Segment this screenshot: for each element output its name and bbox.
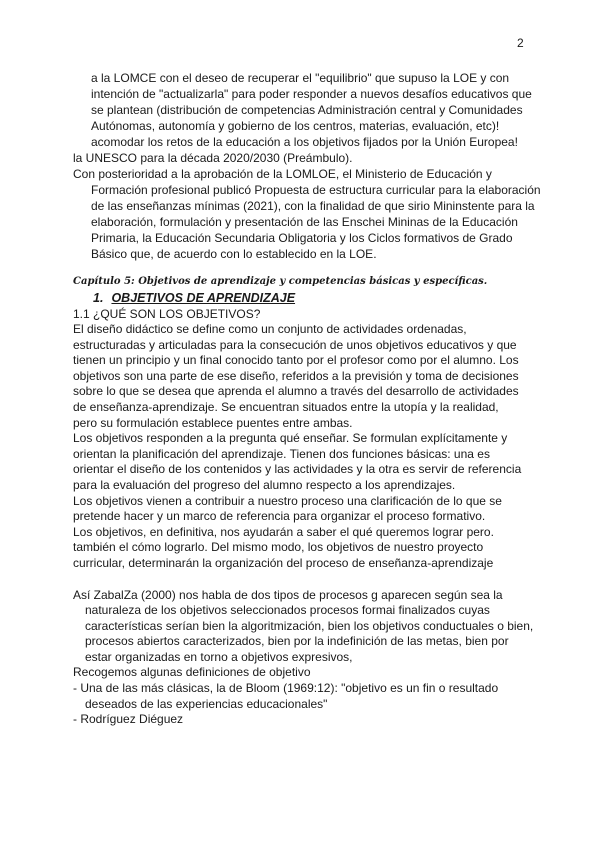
text-line: estar organizadas en torno a objetivos expresivos,	[85, 649, 353, 664]
text-line: procesos abiertos caracterizados, bien por la indefinición de las metas, bien por	[85, 634, 509, 649]
text-line: para la evaluación del progreso del alumno respecto a los aprendizajes.	[73, 477, 456, 492]
intro-paragraph-b-body	[73, 182, 541, 262]
text-line: Con posterioridad a la aprobación de la LOMLOE, el Ministerio de Educación y	[73, 167, 492, 181]
text-line: la UNESCO para la década 2020/2030 (Preámbulo).	[73, 151, 353, 165]
text-line: Así ZabalZa (2000) nos habla de dos tipos de procesos g aparecen según sea la	[73, 587, 503, 602]
list-item: - Rodríguez Diéguez	[73, 712, 184, 727]
text-line: de las enseñanzas mínimas (2021), con la finalidad de que sirio Mininstente para la	[91, 199, 535, 213]
intro-paragraph-a-end	[73, 150, 533, 166]
paragraph-design	[73, 322, 533, 431]
definitions-continuation	[73, 697, 533, 713]
text-line: a la LOMCE con el deseo de recuperar el "equilibrio" que supuso la LOE y con	[91, 71, 510, 85]
text-line: El diseño didáctico se define como un conjunto de actividades ordenadas,	[73, 322, 467, 336]
text-line: naturaleza de los objetivos seleccionados procesos formai finalizados cuyas	[85, 603, 490, 618]
text-line: objetivos son una parte de ese diseño, referidos a la previsión y toma de decisiones	[73, 368, 519, 383]
intro-paragraph-b	[73, 166, 533, 182]
text-line: características serían bien la algoritmización, bien los objetivos conductuales o bien,	[85, 618, 534, 633]
text-line: elaboración, formulación y presentación de las Enschei Mininas de la Educación	[91, 215, 518, 229]
text-line: estructuradas y articuladas para la consecución de unos objetivos educativos y que	[73, 337, 517, 352]
text-line: Formación profesional publicó Propuesta de estructura curricular para la elaboración	[91, 183, 541, 197]
paragraph-spacer	[73, 572, 533, 588]
text-line: Básico que, de acuerdo con lo establecido en la LOE.	[91, 247, 377, 261]
document-body	[73, 70, 541, 728]
text-line: se plantean (distribución de competencias Administración central y Comunidades	[91, 103, 523, 117]
section-number: 1.	[93, 291, 104, 305]
text-line: Recogemos algunas definiciones de objetivo	[73, 665, 311, 680]
text-line: sobre lo que se desea que aprenda el alumno a través del desarrollo de actividades	[73, 384, 519, 399]
definitions-list-end	[73, 712, 533, 728]
text-line: Los objetivos, en definitiva, nos ayudarán a saber el qué queremos lograr pero.	[73, 524, 494, 539]
chapter-title: Capítulo 5: Objetivos de aprendizaje y competencias básicas y específicas.	[73, 276, 488, 287]
text-line: de enseñanza-aprendizaje. Se encuentran situados entre la utopía y la realidad,	[73, 399, 499, 414]
text-line: deseados de las experiencias educacionales"	[85, 696, 328, 711]
text-line: Los objetivos responden a la pregunta qué enseñar. Se formulan explícitamente y	[73, 431, 508, 446]
text-line: Autónomas, autonomía y gobierno de los centros, materias, evaluación, etc)!	[91, 119, 500, 133]
definitions-list	[73, 665, 533, 696]
paragraph-zabalza-body	[73, 603, 533, 665]
text-line: acomodar los retos de la educación a los objetivos fijados por la Unión Europea!	[91, 135, 518, 149]
paragraph-definitively	[73, 525, 533, 572]
text-line: curricular, determinarán la organización del proceso de enseñanza-aprendizaje	[73, 555, 494, 570]
section-heading	[73, 290, 533, 306]
text-line: orientan la planificación del aprendizaje. Tienen dos funciones básicas: una es	[73, 446, 490, 461]
intro-paragraph-a	[73, 70, 533, 150]
section-title: OBJETIVOS DE APRENDIZAJE	[111, 291, 296, 305]
text-line: Los objetivos vienen a contribuir a nuestro proceso una clarificación de lo que se	[73, 493, 502, 508]
subsection-heading: 1.1 ¿QUÉ SON LOS OBJETIVOS?	[73, 307, 261, 321]
paragraph-zabalza	[73, 588, 533, 604]
text-line: intención de "actualizarla" para poder responder a nuevos desafíos educativos que	[91, 87, 532, 101]
text-line: también el cómo lograrlo. Del mismo modo, los objetivos de nuestro proyecto	[73, 540, 484, 555]
text-line: pero su formulación establece puentes entre ambas.	[73, 415, 353, 430]
page-number: 2	[517, 36, 524, 50]
text-line: orientar el diseño de los contenidos y las actividades y la otra es servir de referencia	[73, 462, 522, 477]
text-line: tienen un principio y un final conocido tanto por el profesor como por el alumno. Los	[73, 353, 519, 368]
paragraph-clarification	[73, 494, 533, 525]
text-line: Primaria, la Educación Secundaria Obligatoria y los Ciclos formativos de Grado	[91, 231, 513, 245]
paragraph-what-to-teach	[73, 431, 533, 493]
text-line: pretende hacer y un marco de referencia para organizar el proceso formativo.	[73, 509, 486, 524]
list-item: - Una de las más clásicas, la de Bloom (1969:12): "objetivo es un fin o resultado	[73, 681, 499, 696]
